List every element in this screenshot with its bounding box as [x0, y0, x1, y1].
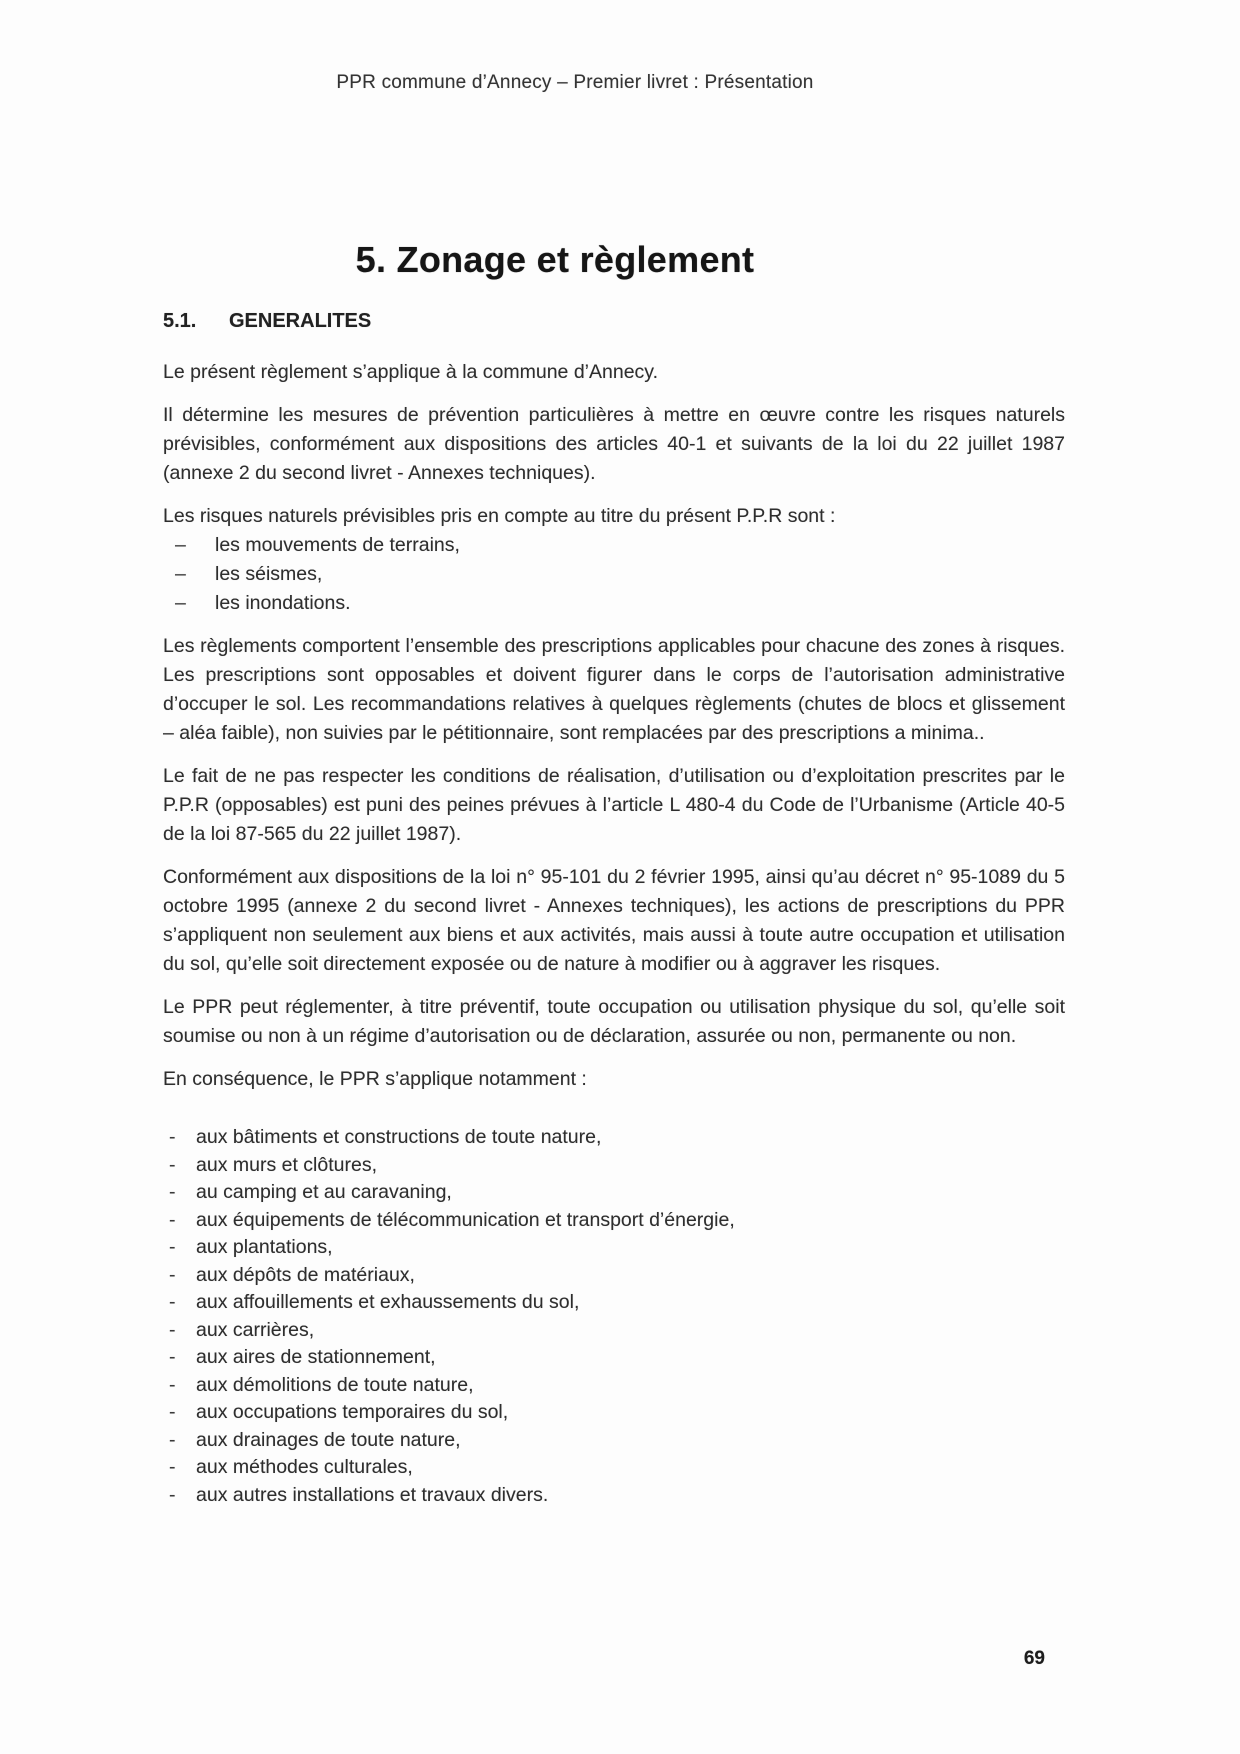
application-item-label: aux affouillements et exhaussements du sol,	[196, 1291, 580, 1314]
application-list-item	[163, 1289, 1065, 1317]
hyphen-marker: -	[169, 1428, 176, 1451]
paragraph-scope: Le présent règlement s’applique à la commune d’Annecy.	[163, 361, 659, 384]
application-item-label: au camping et au caravaning,	[196, 1181, 452, 1204]
application-list-item	[163, 1179, 1065, 1207]
paragraph-prescriptions: Les règlements comportent l’ensemble des prescriptions applicables pour chacune des zones à risques. Les prescriptions sont opposables et doivent figurer dans le corps de l’autorisation administrative d’occuper le sol. Les recommandations relatives à quelques règlements (chutes de blocs et glissement – aléa faible), non suivies par le pétitionnaire, sont remplacées par des prescriptions a minima..	[163, 635, 1065, 745]
application-item-label: aux plantations,	[196, 1236, 333, 1259]
dash-marker: –	[175, 563, 186, 586]
application-item-label: aux murs et clôtures,	[196, 1153, 377, 1176]
header-title: PPR commune d’Annecy – Premier livret : Présentation	[336, 72, 814, 93]
application-list-item	[163, 1152, 1065, 1180]
application-item-label: aux occupations temporaires du sol,	[196, 1401, 509, 1424]
hyphen-marker: -	[169, 1456, 176, 1479]
application-item-label: aux carrières,	[196, 1318, 315, 1341]
section-heading	[163, 310, 1065, 333]
hyphen-marker: -	[169, 1401, 176, 1424]
page-number: 69	[1023, 1648, 1045, 1669]
application-item-label: aux méthodes culturales,	[196, 1456, 413, 1479]
risk-item-label: les inondations.	[215, 592, 351, 615]
risk-item-label: les mouvements de terrains,	[215, 534, 460, 557]
hyphen-marker: -	[169, 1291, 176, 1314]
section-number: 5.1.	[163, 310, 197, 333]
risk-list-item	[163, 589, 1065, 618]
hyphen-marker: -	[169, 1126, 176, 1149]
hyphen-marker: -	[169, 1318, 176, 1341]
application-item-label: aux équipements de télécommunication et transport d’énergie,	[196, 1208, 735, 1231]
hyphen-marker: -	[169, 1236, 176, 1259]
application-list-item	[163, 1482, 1065, 1510]
paragraph-conformity: Conformément aux dispositions de la loi n° 95-101 du 2 février 1995, ainsi qu’au décret n° 95-1089 du 5 octobre 1995 (annexe 2 du second livret - Annexes techniques), les actions de prescriptions du PPR s’appliquent non seulement aux biens et aux activités, mais aussi à toute autre occupation et utilisation du sol, qu’elle soit directement exposée ou de nature à modifier ou à aggraver les risques.	[163, 866, 1065, 976]
application-item-label: aux drainages de toute nature,	[196, 1428, 461, 1451]
risk-list-item	[163, 531, 1065, 560]
hyphen-marker: -	[169, 1181, 176, 1204]
application-list-item	[163, 1234, 1065, 1262]
application-item-label: aux dépôts de matériaux,	[196, 1263, 415, 1286]
application-list-item	[163, 1317, 1065, 1345]
hyphen-marker: -	[169, 1153, 176, 1176]
application-item-label: aux démolitions de toute nature,	[196, 1373, 474, 1396]
application-list-item	[163, 1427, 1065, 1455]
application-intro: En conséquence, le PPR s’applique notamment :	[163, 1068, 587, 1091]
application-list-item	[163, 1124, 1065, 1152]
risk-item-label: les séismes,	[215, 563, 323, 586]
hyphen-marker: -	[169, 1373, 176, 1396]
application-list	[163, 1124, 1065, 1509]
dash-marker: –	[175, 534, 186, 557]
page-header	[0, 72, 1240, 94]
application-item-label: aux bâtiments et constructions de toute nature,	[196, 1126, 602, 1149]
dash-marker: –	[175, 592, 186, 615]
application-list-item	[163, 1344, 1065, 1372]
application-list-item	[163, 1262, 1065, 1290]
application-item-label: aux autres installations et travaux divers.	[196, 1483, 549, 1506]
risks-block	[163, 502, 1065, 618]
risks-intro: Les risques naturels prévisibles pris en compte au titre du présent P.P.R sont :	[163, 505, 836, 528]
application-list-item	[163, 1207, 1065, 1235]
hyphen-marker: -	[169, 1263, 176, 1286]
hyphen-marker: -	[169, 1208, 176, 1231]
application-list-item	[163, 1372, 1065, 1400]
paragraph-measures: Il détermine les mesures de prévention particulières à mettre en œuvre contre les risques naturels prévisibles, conformément aux dispositions des articles 40-1 et suivants de la loi du 22 juillet 1987 (annexe 2 du second livret - Annexes techniques).	[163, 404, 1065, 485]
application-item-label: aux aires de stationnement,	[196, 1346, 436, 1369]
paragraph-prevention: Le PPR peut réglementer, à titre préventif, toute occupation ou utilisation physique du sol, qu’elle soit soumise ou non à un régime d’autorisation ou de déclaration, assurée ou non, permanente ou non.	[163, 996, 1065, 1048]
risk-list	[163, 531, 1065, 618]
section-title: GENERALITES	[229, 310, 372, 333]
paragraph-sanctions: Le fait de ne pas respecter les conditions de réalisation, d’utilisation ou d’exploitation prescrites par le P.P.R (opposables) est puni des peines prévues à l’article L 480-4 du Code de l’Urbanisme (Article 40-5 de la loi 87-565 du 22 juillet 1987).	[163, 765, 1065, 846]
risk-list-item	[163, 560, 1065, 589]
application-list-item	[163, 1454, 1065, 1482]
application-list-item	[163, 1399, 1065, 1427]
hyphen-marker: -	[169, 1483, 176, 1506]
chapter-title: 5. Zonage et règlement	[355, 239, 755, 280]
hyphen-marker: -	[169, 1346, 176, 1369]
document-content	[163, 238, 1065, 1509]
